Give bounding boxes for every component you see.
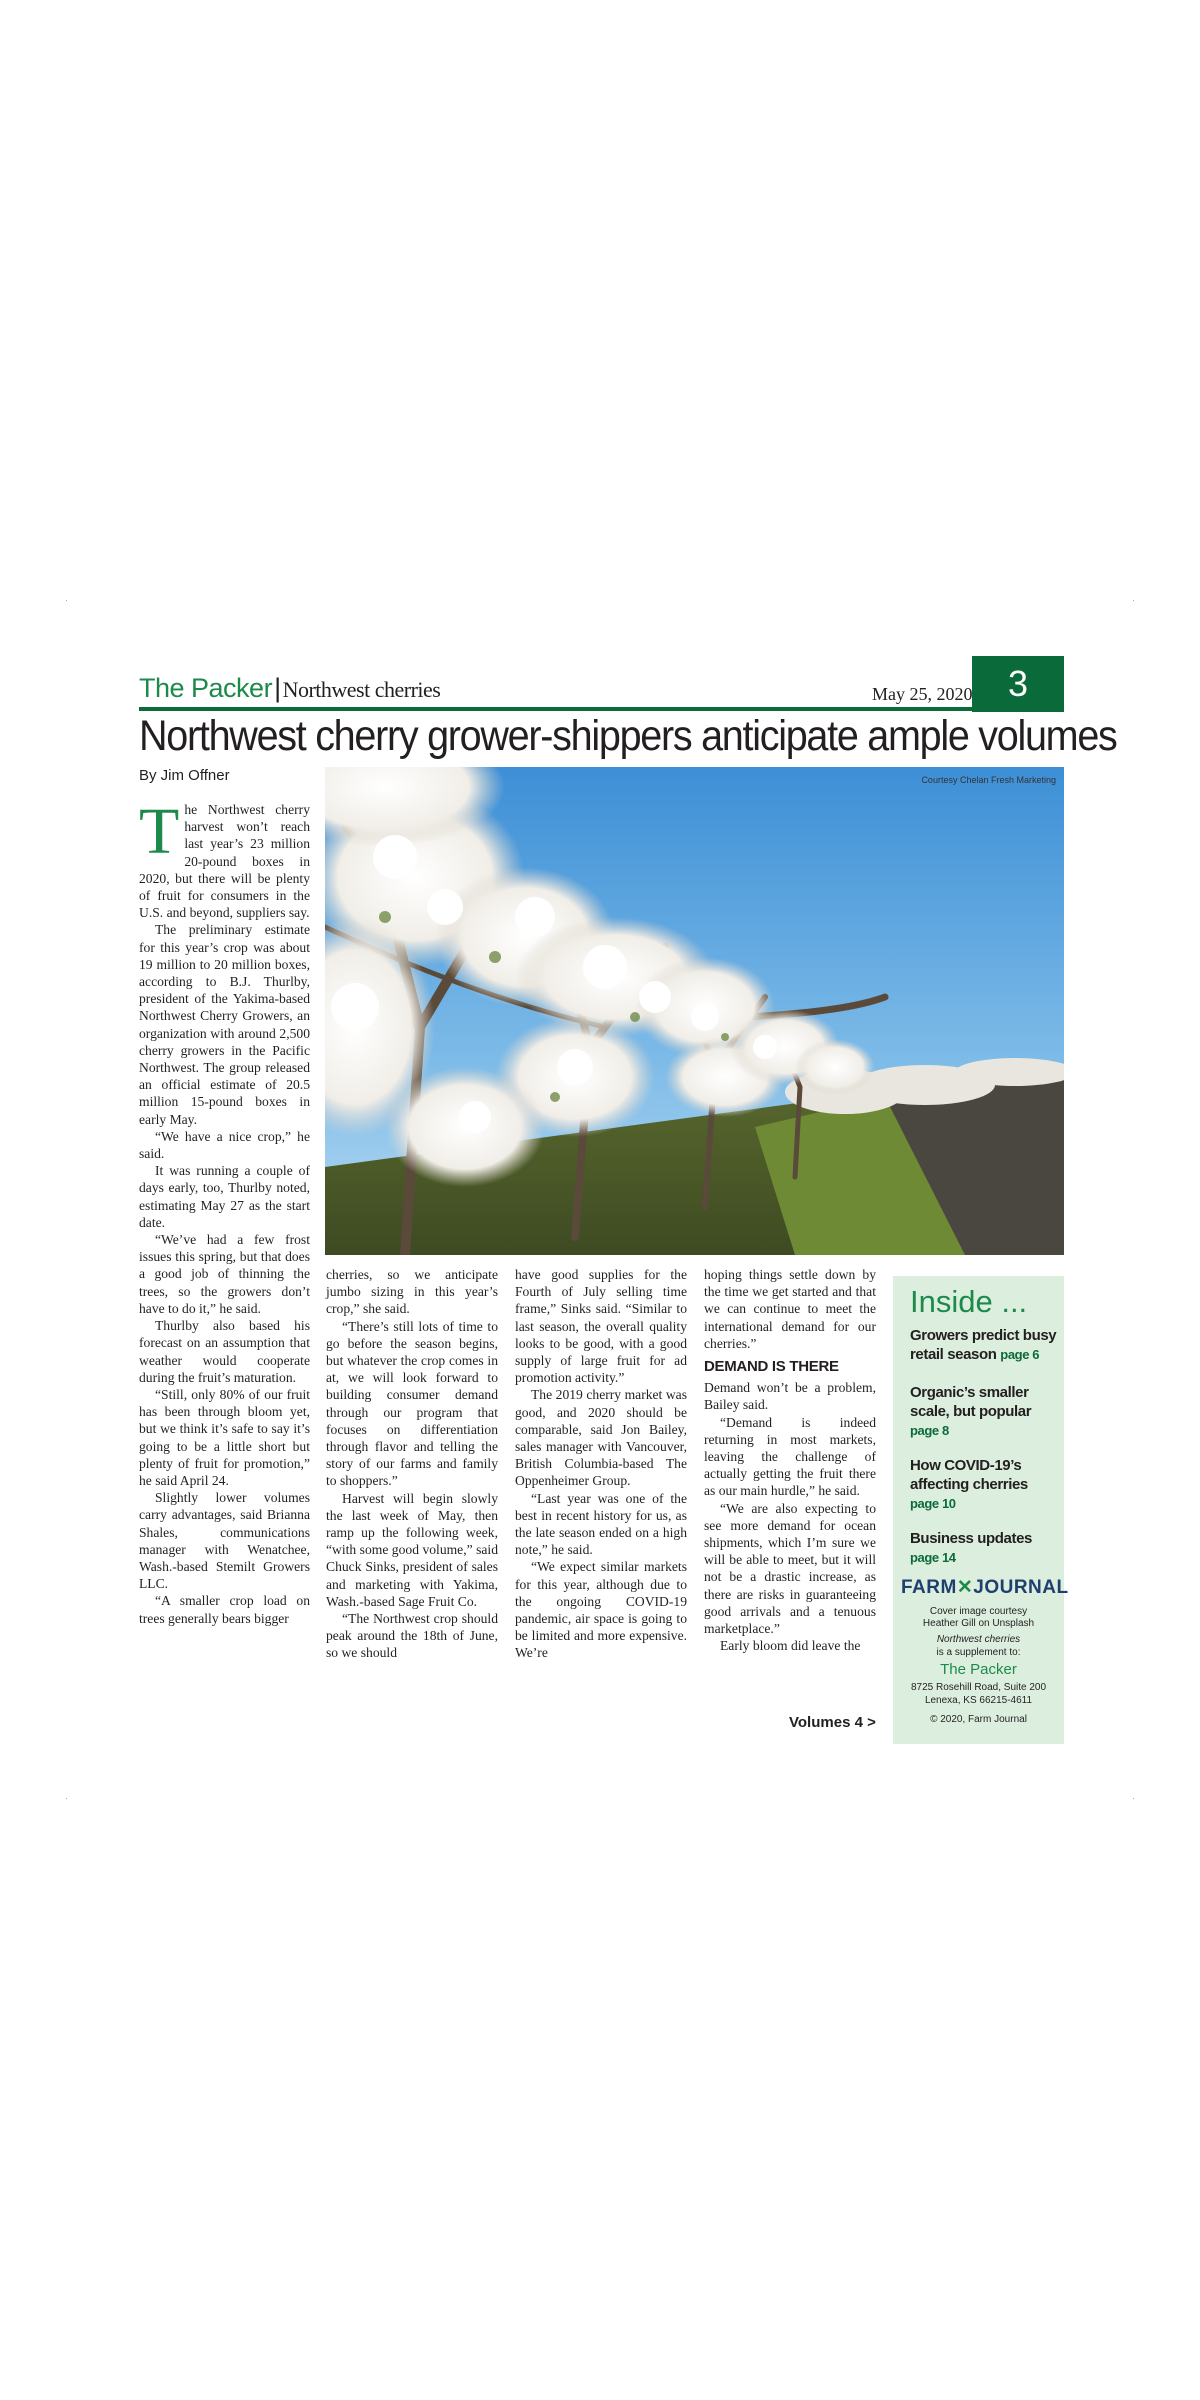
article-column-3 xyxy=(515,1266,687,1662)
article-column-1 xyxy=(139,795,310,1627)
inside-item-title: How COVID-19’s affecting cherries xyxy=(910,1457,1028,1493)
inside-item-page: page 6 xyxy=(1000,1347,1040,1362)
byline: By Jim Offner xyxy=(139,767,230,784)
farm-journal-logo xyxy=(901,1576,1069,1602)
inside-item[interactable] xyxy=(910,1529,1060,1567)
inside-item-title: Organic’s smaller scale, but popular xyxy=(910,1384,1032,1420)
article-column-2 xyxy=(326,1266,498,1662)
copyright: © 2020, Farm Journal xyxy=(930,1714,1027,1725)
logo-word-journal: JOURNAL xyxy=(973,1577,1069,1598)
inside-item-page: page 8 xyxy=(910,1423,949,1438)
article-paragraph: “We’ve had a few frost issues this spring, but that does a good job of thinning the trees, so the growers don’t have to do it,” he said. xyxy=(139,1232,310,1316)
page-number: 3 xyxy=(972,656,1064,712)
crop-mark xyxy=(1133,1798,1134,1799)
article-lead-text: he Northwest cherry harvest won’t reach last year’s 23 million 20-pound boxes in 2020, but there will be plenty of fruit for consumers in the U.S. and beyond, suppliers say. xyxy=(139,802,310,921)
logo-word-farm: FARM xyxy=(901,1577,957,1598)
article-paragraph: “Last year was one of the best in recent history for us, as the late season ended on a high note,” he said. xyxy=(515,1490,687,1558)
continued-jump-line[interactable]: Volumes 4 > xyxy=(789,1714,876,1731)
article-paragraph: The preliminary estimate for this year’s crop was about 19 million to 20 million boxes, according to B.J. Thurlby, president of the Yakima-based Northwest Cherry Growers, an organization with around 2,500 cherry growers in the Pacific Northwest. The group released an official estimate of 20.5 million 15-pound boxes in early May. xyxy=(139,922,310,1127)
crop-mark xyxy=(66,600,67,601)
masthead-publication: The Packer xyxy=(139,673,273,703)
article-paragraph: “Demand is indeed returning in most markets, leaving the challenge of actually getting the fruit there as our main hurdle,” he said. xyxy=(704,1414,876,1499)
masthead-separator: | xyxy=(274,673,281,703)
inside-item-title: Growers predict busy retail season xyxy=(910,1327,1057,1363)
inside-sidebar xyxy=(893,1276,1069,1744)
publication-name: The Packer xyxy=(940,1661,1017,1678)
inside-item-page: page 10 xyxy=(910,1496,956,1511)
inside-item-title: Business updates xyxy=(910,1530,1032,1547)
article-paragraph: Slightly lower volumes carry advantages, said Brianna Shales, communications manager with Wenatchee, Wash.-based Stemilt Growers LLC. xyxy=(139,1490,310,1592)
supplement-note: is a supplement to: xyxy=(936,1647,1021,1658)
article-paragraph: Early bloom did leave the xyxy=(720,1638,861,1654)
crop-mark xyxy=(66,1798,67,1799)
article-paragraph: Demand won’t be a problem, Bailey said. xyxy=(704,1380,876,1413)
article-column-4 xyxy=(704,1266,876,1654)
crop-mark xyxy=(1133,600,1134,601)
article-lead-paragraph xyxy=(139,795,310,921)
cover-credit: Cover image courtesy Heather Gill on Unsplash xyxy=(922,1606,1035,1629)
orchard-illustration xyxy=(325,767,1064,1255)
inside-item[interactable] xyxy=(910,1326,1060,1364)
cherry-blossom-photo xyxy=(325,767,1064,1255)
article-paragraph: “A smaller crop load on trees generally bears bigger xyxy=(139,1593,310,1626)
article-paragraph: Thurlby also based his forecast on an assumption that weather would cooperate during the fruit’s maturation. xyxy=(139,1318,310,1385)
address-line-1: 8725 Rosehill Road, Suite 200 xyxy=(910,1682,1047,1693)
article-paragraph: “There’s still lots of time to go before the season begins, but whatever the crop comes in at, we will look forward to building consumer demand through our program that focuses on differentiation through flavor and telling the story of our farms and family to shoppers.” xyxy=(326,1318,498,1489)
article-paragraph: The 2019 cherry market was good, and 2020 should be comparable, said Jon Bailey, sales manager with Vancouver, British Columbia-based The Oppenheimer Group. xyxy=(515,1387,687,1489)
article-paragraph: “We have a nice crop,” he said. xyxy=(139,1128,310,1162)
logo-mark-icon: ✕ xyxy=(956,1577,974,1598)
headline: Northwest cherry grower-shippers anticipate ample volumes xyxy=(139,712,1117,760)
section-subhead: DEMAND IS THERE xyxy=(704,1358,839,1376)
article-paragraph: Harvest will begin slowly the last week of May, then ramp up the following week, “with some good volume,” said Chuck Sinks, president of sales and marketing with Yakima, Wash.-based Sage Fruit Co. xyxy=(326,1490,498,1609)
masthead-rule xyxy=(139,707,1064,711)
masthead xyxy=(139,656,1064,711)
article-paragraph: cherries, so we anticipate jumbo sizing in this year’s crop,” she said. xyxy=(326,1267,498,1317)
masthead-brand xyxy=(139,673,440,704)
article-paragraph: “We expect similar markets for this year, although due to the ongoing COVID-19 pandemic, air space is going to be limited and more expensive. We’re xyxy=(515,1559,687,1661)
article-paragraph: “Still, only 80% of our fruit has been through bloom yet, but we think it’s safe to say it’s going to be a little short but plenty of fruit for promotion,” he said April 24. xyxy=(139,1386,310,1488)
article-paragraph: have good supplies for the Fourth of July selling time frame,” Sinks said. “Similar to last season, the overall quality looks to be good, with a good supply of large fruit for ad promotion activity.” xyxy=(515,1267,687,1386)
supplement-title: Northwest cherries xyxy=(936,1634,1021,1645)
article-paragraph: It was running a couple of days early, too, Thurlby noted, estimating May 27 as the start date. xyxy=(139,1163,310,1230)
masthead-section: Northwest cherries xyxy=(282,677,441,702)
inside-item[interactable] xyxy=(910,1456,1060,1513)
photo-credit: Courtesy Chelan Fresh Marketing xyxy=(921,775,1056,785)
article-paragraph: “We are also expecting to see more demand for ocean shipments, which I’m sure we will be able to meet, but it will not be a drastic increase, as there are risks in guaranteeing good arrivals and a tenuous marketplace.” xyxy=(704,1500,876,1637)
address-line-2: Lenexa, KS 66215-4611 xyxy=(924,1695,1033,1706)
inside-item[interactable] xyxy=(910,1383,1060,1440)
issue-date: May 25, 2020 xyxy=(872,684,973,704)
drop-cap: T xyxy=(139,795,180,868)
inside-item-page: page 14 xyxy=(910,1550,956,1565)
inside-title: Inside ... xyxy=(910,1284,1028,1319)
article-paragraph: “The Northwest crop should peak around the 18th of June, so we should xyxy=(326,1611,498,1661)
article-paragraph: hoping things settle down by the time we get started and that we can continue to meet the international demand for our cherries.” xyxy=(704,1267,876,1351)
